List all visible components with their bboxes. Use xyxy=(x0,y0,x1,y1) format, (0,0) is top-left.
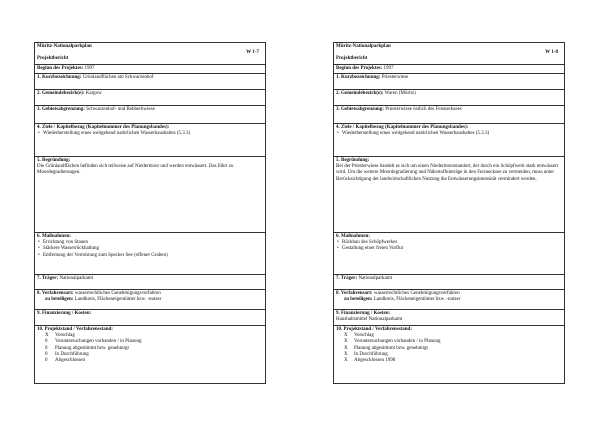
section-7-label: 7. Träger: xyxy=(336,276,358,281)
section-8-label: 8. Verfahrensart: xyxy=(37,291,74,296)
section-10 xyxy=(334,326,564,383)
section-8-participants-label: zu beteiligen: xyxy=(45,297,74,303)
project-sheet-right xyxy=(333,42,565,384)
status-item xyxy=(336,358,562,364)
section-4 xyxy=(35,124,265,157)
section-5-text: Bei der Priesterwiese handelt es sich um einen Niedermoorstandort, der durch ein Schöpfwerk stark entwässert wird. Um die weitere Moordegradierung und Nährstoffeinträge in den Feisnecksee zu vermeiden, muss unter Berücksichtigung der landwirtschaftlichen Nutzung die Entwässerungsintensität vermindert werden. xyxy=(336,164,559,182)
section-1 xyxy=(35,74,265,90)
section-4-item: • Wiederherstellung eines weitgehend natürlichen Wasserhaushaltes (5.3.3) xyxy=(342,131,562,137)
section-2 xyxy=(334,90,564,106)
section-9 xyxy=(334,310,564,326)
section-8-participants-value: Landkreis, Flächeneigentümer bzw. -nutzer xyxy=(373,297,461,303)
section-8 xyxy=(35,290,265,310)
section-5-text: Die Grünlandflächen befinden sich teilweise auf Niedermoor und werden entwässert. Das führt zu Moordegradierungen. xyxy=(37,164,234,176)
section-7-label: 7. Träger: xyxy=(37,276,59,281)
status-item xyxy=(37,358,263,364)
section-9 xyxy=(35,310,265,326)
section-3 xyxy=(334,106,564,124)
status-text: Planung abgestimmt bzw. genehmigt xyxy=(354,345,428,351)
section-3-label: 3. Gebietsabgrenzung: xyxy=(336,107,384,112)
begin-value: 1997 xyxy=(84,66,95,71)
status-mark: X xyxy=(45,333,49,339)
begin-row xyxy=(334,65,564,74)
project-sheet-left xyxy=(34,42,266,384)
status-mark: X xyxy=(344,358,348,364)
sheet-header xyxy=(35,43,265,65)
section-4-item: • Wiederherstellung eines weitgehend natürlichen Wasserhaushaltes (5.3.3) xyxy=(43,131,263,137)
project-code: W 1-7 xyxy=(246,50,259,56)
section-10-label: 10. Projektstand / Verfahrensstand: xyxy=(336,327,412,332)
section-7-value: Nationalparkamt xyxy=(59,276,94,281)
status-text: Vorschlag xyxy=(354,333,374,339)
section-7 xyxy=(334,275,564,290)
begin-row xyxy=(35,65,265,74)
section-8-value: wasserrechtliches Genehmigungsverfahren xyxy=(74,291,161,296)
section-4-label: 4. Ziele / Kapitelbezug (Kapitelnummer des Planungsbandes): xyxy=(336,125,469,130)
status-mark: 0 xyxy=(45,345,48,351)
status-text: Vorschlag xyxy=(55,333,75,339)
section-5-label: 5. Begründung: xyxy=(37,158,71,163)
section-1-label: 1. Kurzbezeichnung: xyxy=(336,75,381,80)
section-6-label: 6. Maßnahmen: xyxy=(37,234,71,239)
section-8-participants-label: zu beteiligen: xyxy=(344,297,373,303)
status-text: Voruntersuchungen vorhanden / in Planung xyxy=(354,339,441,345)
sheet-header xyxy=(334,43,564,65)
section-8-value: wasserrechtliches Genehmigungsverfahren xyxy=(373,291,460,296)
status-mark: X xyxy=(344,339,348,345)
status-mark: X xyxy=(344,345,348,351)
plan-title: Müritz-Nationalparkplan xyxy=(37,44,92,49)
section-6-item: • Entfernung der Verrohrung zum Specker See (offener Graben) xyxy=(43,253,263,259)
status-mark: 0 xyxy=(45,351,48,357)
section-2 xyxy=(35,90,265,106)
status-text: Planung abgestimmt bzw. genehmigt xyxy=(55,345,129,351)
section-5-label: 5. Begründung: xyxy=(336,158,370,163)
report-subtitle: Projektbericht xyxy=(336,56,368,62)
section-2-value: Waren (Müritz) xyxy=(384,91,416,96)
section-5 xyxy=(334,157,564,233)
section-2-label: 2. Gemeindebezirk(e): xyxy=(37,91,85,96)
section-6 xyxy=(334,233,564,275)
status-text: In Durchführung xyxy=(55,351,89,357)
section-2-label: 2. Gemeindebezirk(e): xyxy=(336,91,384,96)
section-6 xyxy=(35,233,265,275)
section-1-label: 1. Kurzbezeichnung: xyxy=(37,75,82,80)
section-10 xyxy=(35,326,265,383)
section-6-item: • Errichtung von Stauen xyxy=(43,240,263,246)
section-8 xyxy=(334,290,564,310)
section-6-item: • Stärkere Wasserrückhaltung xyxy=(43,246,263,252)
status-text: Abgeschlossen 1998 xyxy=(354,358,396,364)
section-4-label: 4. Ziele / Kapitelbezug (Kapitelnummer des Planungsbandes): xyxy=(37,125,170,130)
section-1 xyxy=(334,74,564,90)
section-5 xyxy=(35,157,265,233)
section-8-label: 8. Verfahrensart: xyxy=(336,291,373,296)
status-mark: 0 xyxy=(45,339,48,345)
section-9-label: 9. Finanzierung / Kosten: xyxy=(336,311,391,316)
section-3-value: Priesterwiese östlich des Feisnecksees xyxy=(385,107,462,112)
section-3 xyxy=(35,106,265,124)
report-subtitle: Projektbericht xyxy=(37,56,69,62)
section-2-value: Kargow xyxy=(85,91,102,96)
section-9-label: 9. Finanzierung / Kosten: xyxy=(37,311,92,316)
begin-label: Beginn des Projektes: xyxy=(336,66,383,71)
section-9-value: Haushaltsmittel Nationalparkamt xyxy=(336,317,403,323)
section-8-participants-value: Landkreis, Flächeneigentümer bzw. -nutzer xyxy=(74,297,162,303)
status-text: Voruntersuchungen vorhanden / in Planung xyxy=(55,339,142,345)
section-3-label: 3. Gebietsabgrenzung: xyxy=(37,107,85,112)
section-1-value: Priesterwiese xyxy=(381,75,409,80)
status-mark: 0 xyxy=(45,358,48,364)
section-6-label: 6. Maßnahmen: xyxy=(336,234,370,239)
status-mark: X xyxy=(344,351,348,357)
section-6-item: • Rückbau des Schöpfwerkes xyxy=(342,240,562,246)
begin-label: Beginn des Projektes: xyxy=(37,66,84,71)
status-text: Abgeschlossen xyxy=(55,358,85,364)
section-7-value: Nationalparkamt xyxy=(358,276,393,281)
project-code: W 1-8 xyxy=(545,50,558,56)
section-1-value: Grünlandflächen am Schwarzenhof xyxy=(82,75,154,80)
section-6-item: • Gestaltung einer freien Vorflut xyxy=(342,246,562,252)
plan-title: Müritz-Nationalparkplan xyxy=(336,44,391,49)
section-10-label: 10. Projektstand / Verfahrensstand: xyxy=(37,327,113,332)
status-mark: X xyxy=(344,333,348,339)
section-4 xyxy=(334,124,564,157)
status-text: In Durchführung xyxy=(354,351,388,357)
section-7 xyxy=(35,275,265,290)
section-3-value: Schwarzenhof- und Rehberbwiese xyxy=(86,107,155,112)
begin-value: 1997 xyxy=(383,66,394,71)
